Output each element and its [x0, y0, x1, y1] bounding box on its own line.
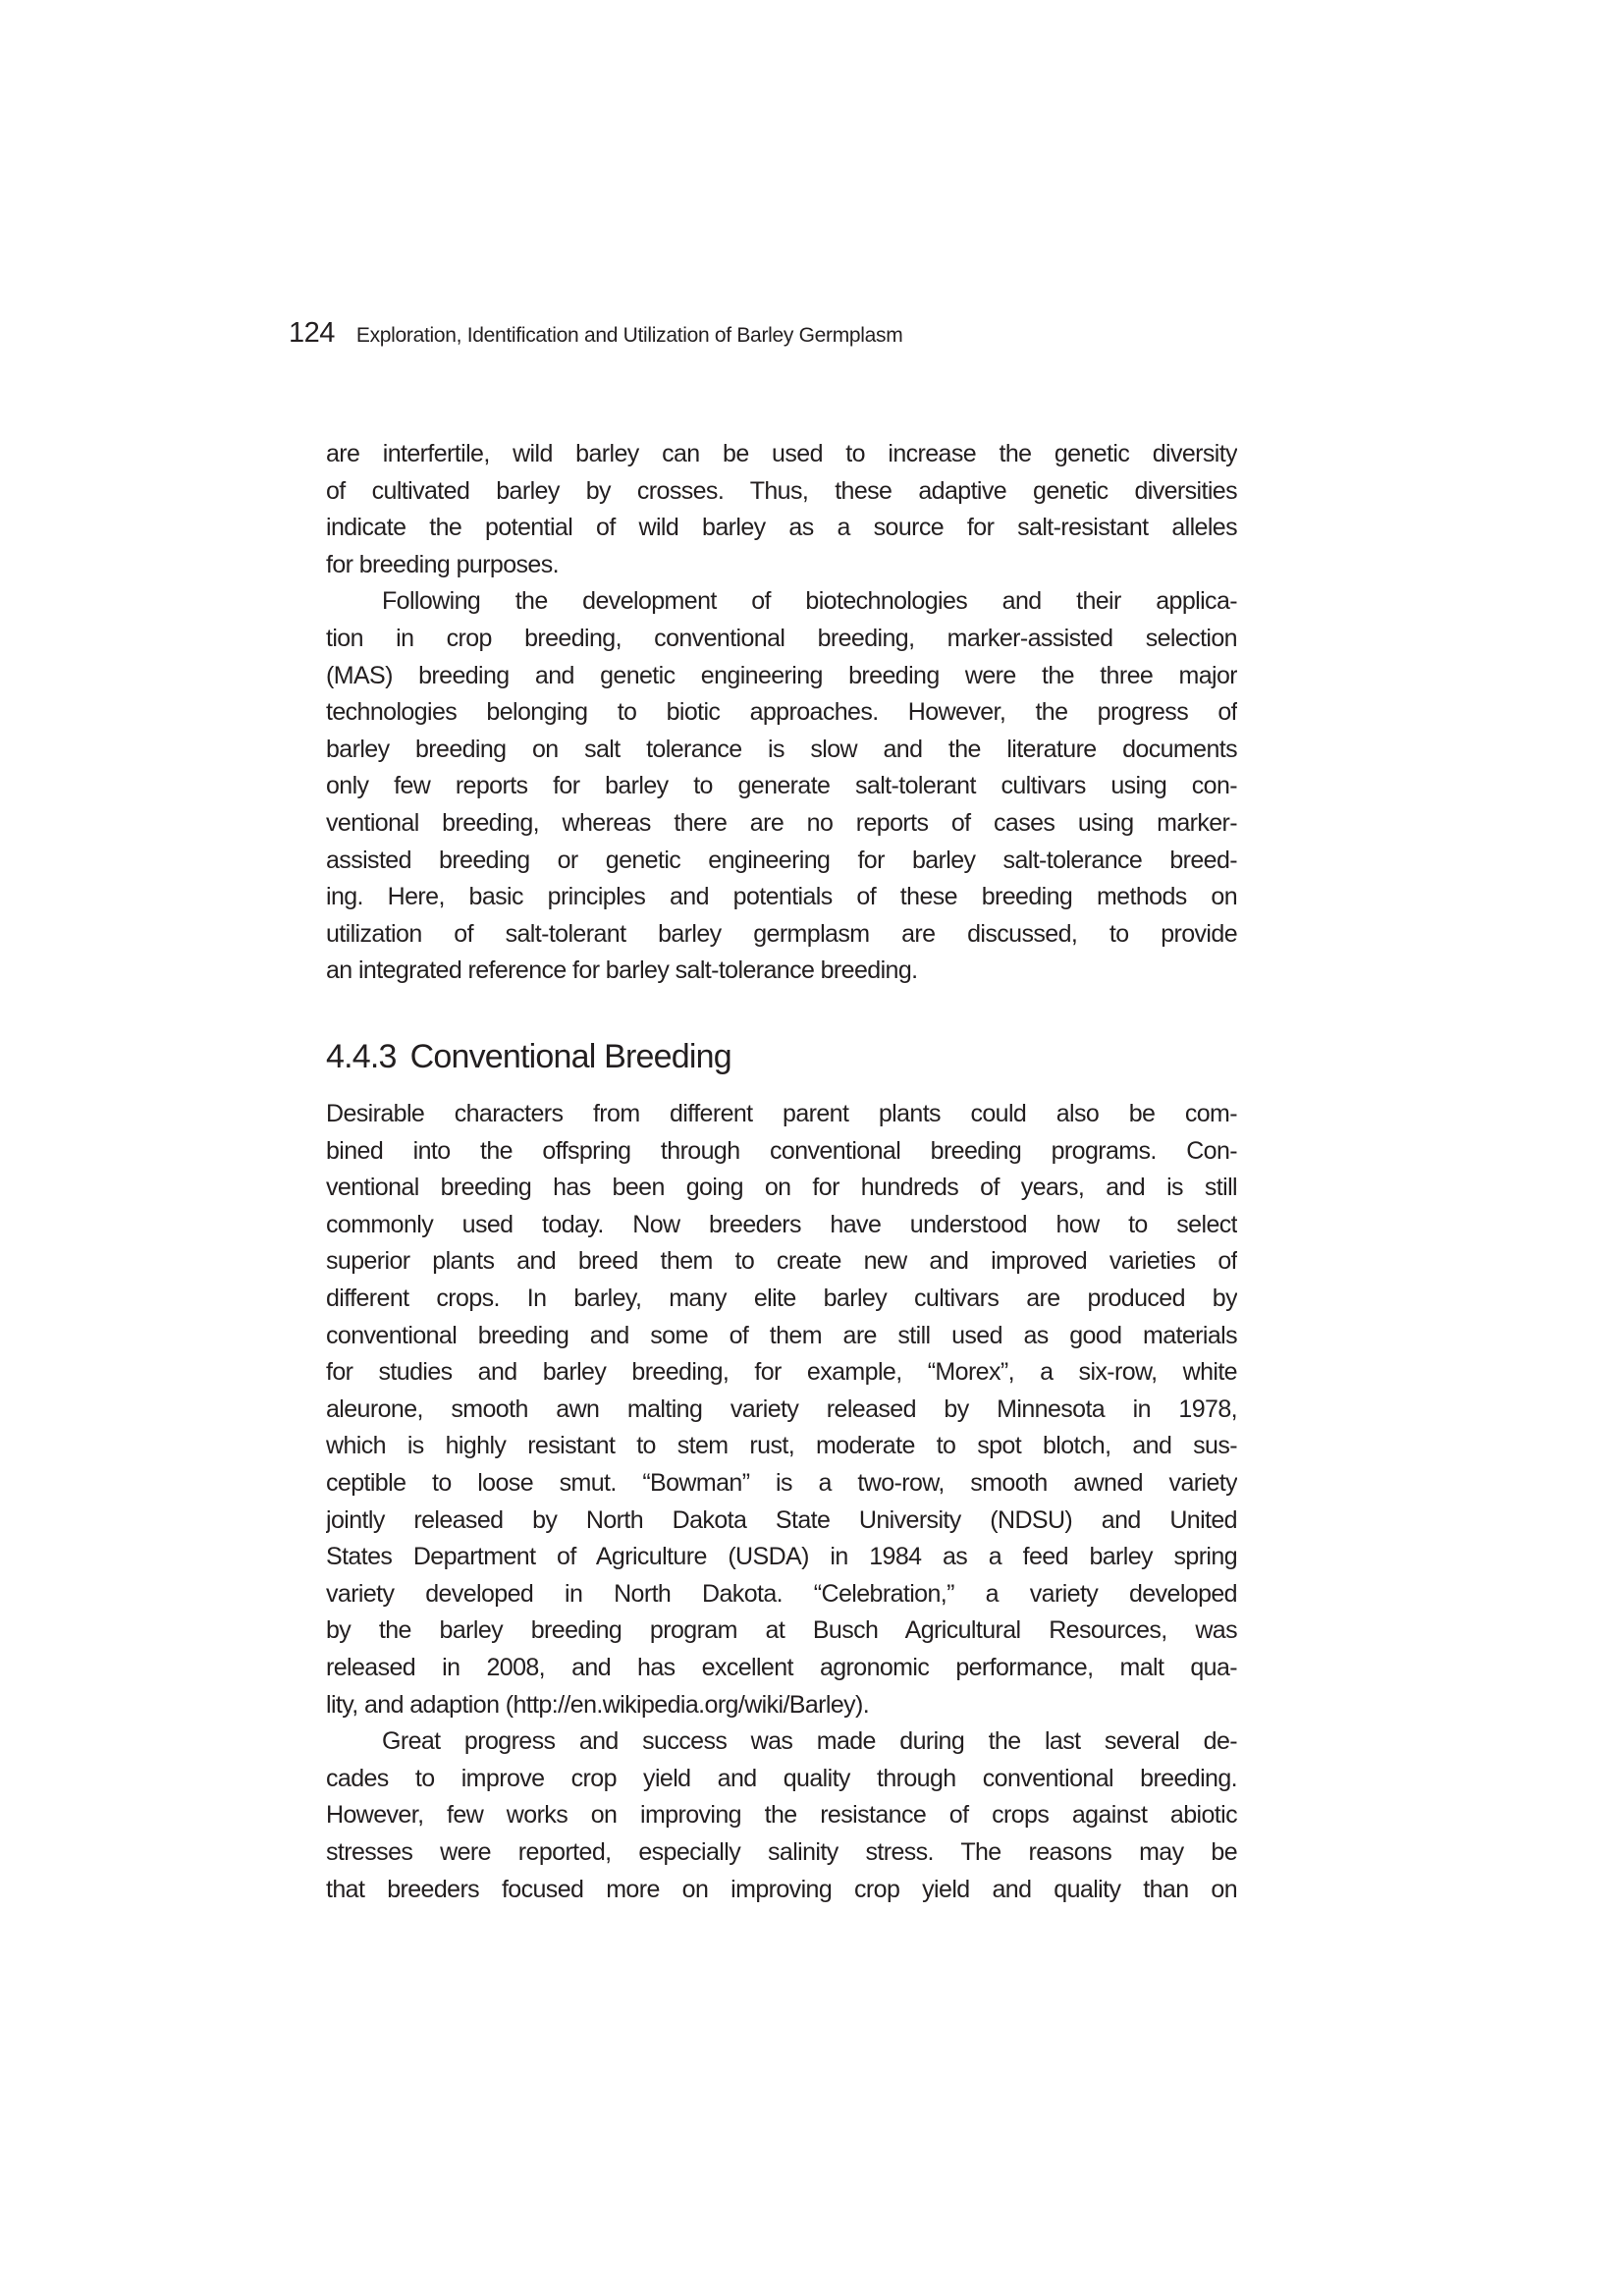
text-line: different crops. In barley, many elite barley cultivars are produced by	[326, 1284, 1237, 1312]
paragraph-1	[326, 436, 1237, 583]
page-number: 124	[289, 317, 335, 349]
text-line: released in 2008, and has excellent agronomic performance, malt qua-	[326, 1653, 1237, 1681]
text-line: ventional breeding has been going on for hundreds of years, and is still	[326, 1174, 1237, 1202]
text-line: superior plants and breed them to create new and improved varieties of	[326, 1247, 1237, 1276]
text-line: cades to improve crop yield and quality through conventional breeding.	[326, 1764, 1237, 1792]
text-line: jointly released by North Dakota State University (NDSU) and United	[326, 1505, 1237, 1534]
text-line: (MAS) breeding and genetic engineering breeding were the three major	[326, 661, 1237, 689]
text-line: bined into the offspring through conventional breeding programs. Con-	[326, 1136, 1237, 1165]
running-title: Exploration, Identification and Utilization of Barley Germplasm	[355, 324, 903, 347]
text-line: that breeders focused more on improving crop yield and quality than on	[326, 1875, 1237, 1903]
text-line: only few reports for barley to generate salt-tolerant cultivars using con-	[326, 772, 1237, 800]
text-line: technologies belonging to biotic approaches. However, the progress of	[326, 698, 1237, 727]
text-line: tion in crop breeding, conventional breeding, marker-assisted selection	[326, 624, 1237, 652]
text-line: ventional breeding, whereas there are no reports of cases using marker-	[326, 808, 1237, 837]
text-line: are interfertile, wild barley can be used to increase the genetic diversity	[326, 440, 1237, 467]
text-line: Great progress and success was made during the last several de-	[382, 1727, 1237, 1756]
text-line: utilization of salt-tolerant barley germplasm are discussed, to provide	[326, 919, 1237, 948]
text-line: an integrated reference for barley salt-tolerance breeding.	[326, 957, 918, 985]
text-line: aleurone, smooth awn malting variety released by Minnesota in 1978,	[326, 1394, 1237, 1423]
text-line: Desirable characters from different parent plants could also be com-	[326, 1100, 1237, 1127]
text-line: of cultivated barley by crosses. Thus, these adaptive genetic diversities	[326, 476, 1237, 505]
section-title: Conventional Breeding	[409, 1038, 731, 1075]
text-line: assisted breeding or genetic engineering for barley salt-tolerance breed-	[326, 846, 1237, 874]
text-line: which is highly resistant to stem rust, moderate to spot blotch, and sus-	[326, 1432, 1237, 1460]
section-number: 4.4.3	[326, 1038, 397, 1075]
text-line: lity, and adaption (http://en.wikipedia.org/wiki/Barley).	[326, 1690, 870, 1719]
text-line: for breeding purposes.	[326, 550, 559, 578]
text-line: However, few works on improving the resistance of crops against abiotic	[326, 1801, 1237, 1830]
text-line: barley breeding on salt tolerance is slow and the literature documents	[326, 735, 1237, 763]
text-line: by the barley breeding program at Busch Agricultural Resources, was	[326, 1616, 1237, 1645]
section-heading	[326, 1035, 731, 1078]
text-line: for studies and barley breeding, for example, “Morex”, a six-row, white	[326, 1358, 1237, 1387]
text-line: States Department of Agriculture (USDA) in 1984 as a feed barley spring	[326, 1543, 1237, 1571]
text-line: stresses were reported, especially salinity stress. The reasons may be	[326, 1837, 1237, 1866]
paragraph-2	[326, 583, 1237, 990]
text-line: commonly used today. Now breeders have understood how to select	[326, 1210, 1237, 1238]
paragraph-3	[326, 1096, 1237, 1723]
text-line: variety developed in North Dakota. “Celebration,” a variety developed	[326, 1579, 1237, 1608]
text-line: indicate the potential of wild barley as a source for salt-resistant alleles	[326, 514, 1237, 542]
text-line: Following the development of biotechnologies and their applica-	[382, 587, 1237, 616]
text-line: ing. Here, basic principles and potentials of these breeding methods on	[326, 883, 1237, 911]
paragraph-4	[326, 1723, 1237, 1908]
running-head	[289, 317, 902, 353]
text-line: conventional breeding and some of them are still used as good materials	[326, 1321, 1237, 1349]
text-line: ceptible to loose smut. “Bowman” is a two-row, smooth awned variety	[326, 1468, 1237, 1497]
